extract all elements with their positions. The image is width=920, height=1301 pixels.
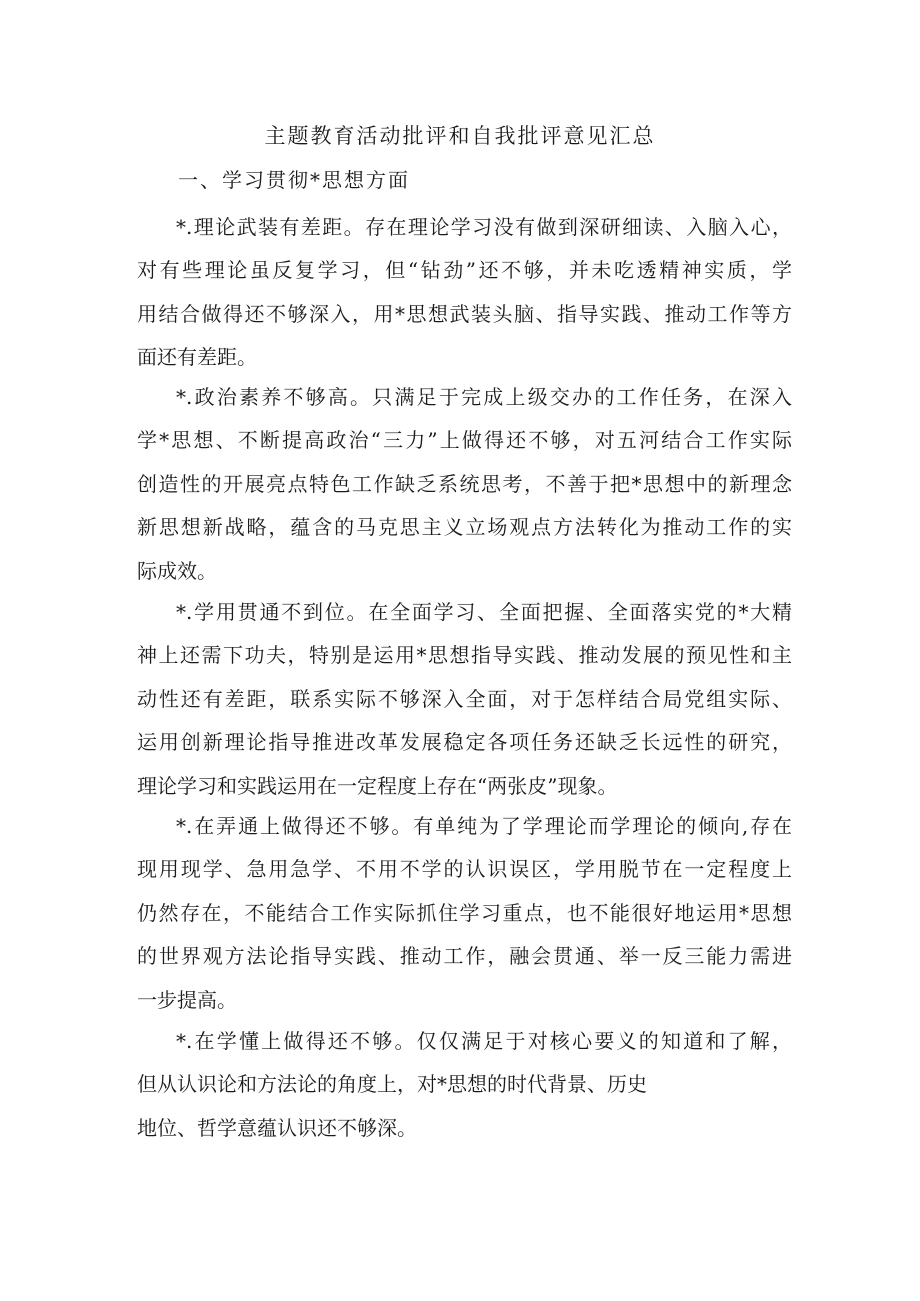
paragraph-line: 动性还有差距，联系实际不够深入全面，对于怎样结合局党组实际、 bbox=[137, 686, 792, 711]
document-title: 主题教育活动批评和自我批评意见汇总 bbox=[264, 124, 656, 148]
paragraph-line: 地位、哲学意蕴认识还不够深。 bbox=[137, 1115, 417, 1140]
paragraph bbox=[137, 376, 792, 593]
paragraph-line: 仍然存在，不能结合工作实际抓住学习重点，也不能很好地运用*思想 bbox=[137, 900, 792, 925]
paragraph-line: 运用创新理论指导推进改革发展稳定各项任务还缺乏长远性的研究， bbox=[137, 730, 792, 755]
paragraph-line: 一步提高。 bbox=[137, 987, 237, 1012]
paragraph-line: *.理论武装有差距。存在理论学习没有做到深研细读、入脑入心， bbox=[176, 215, 792, 239]
paragraph-line: *.学用贯通不到位。在全面学习、全面把握、全面落实党的*大精 bbox=[176, 600, 792, 624]
paragraph-line: 理论学习和实践运用在一定程度上存在“两张皮”现象。 bbox=[137, 773, 618, 798]
paragraph-line: 对有些理论虽反复学习，但“钻劲”还不够，并未吃透精神实质，学 bbox=[137, 258, 792, 283]
paragraph-line: *.在学懂上做得还不够。仅仅满足于对核心要义的知道和了解， bbox=[176, 1029, 792, 1053]
paragraph-line: *.政治素养不够高。只满足于完成上级交办的工作任务，在深入 bbox=[176, 385, 792, 409]
paragraph-line: 用结合做得还不够深入，用*思想武装头脑、指导实践、推动工作等方 bbox=[137, 301, 792, 326]
paragraph-line: 神上还需下功夫，特别是运用*思想指导实践、推动发展的预见性和主 bbox=[137, 643, 792, 668]
paragraph bbox=[137, 206, 792, 380]
paragraph-line: 创造性的开展亮点特色工作缺乏系统思考，不善于把*思想中的新理念 bbox=[137, 471, 792, 496]
paragraph bbox=[137, 805, 792, 1022]
paragraph-line: *.在弄通上做得还不够。有单纯为了学理论而学理论的倾向,存在 bbox=[176, 814, 792, 838]
paragraph bbox=[137, 591, 792, 808]
paragraph-line: 的世界观方法论指导实践、推动工作，融会贯通、举一反三能力需进 bbox=[137, 944, 792, 969]
paragraph-line: 学*思想、不断提高政治“三力”上做得还不够，对五河结合工作实际 bbox=[137, 428, 792, 453]
paragraph-line: 际成效。 bbox=[137, 558, 217, 583]
paragraph bbox=[137, 1020, 792, 1150]
paragraph-line: 现用现学、急用急学、不用不学的认识误区，学用脱节在一定程度上 bbox=[137, 857, 792, 882]
paragraph-line: 面还有差距。 bbox=[137, 345, 257, 370]
paragraph-line: 但从认识论和方法论的角度上，对*思想的时代背景、历史 bbox=[137, 1072, 647, 1097]
paragraph-line: 新思想新战略，蕴含的马克思主义立场观点方法转化为推动工作的实 bbox=[137, 515, 792, 540]
section-heading: 一、学习贯彻*思想方面 bbox=[178, 168, 410, 192]
